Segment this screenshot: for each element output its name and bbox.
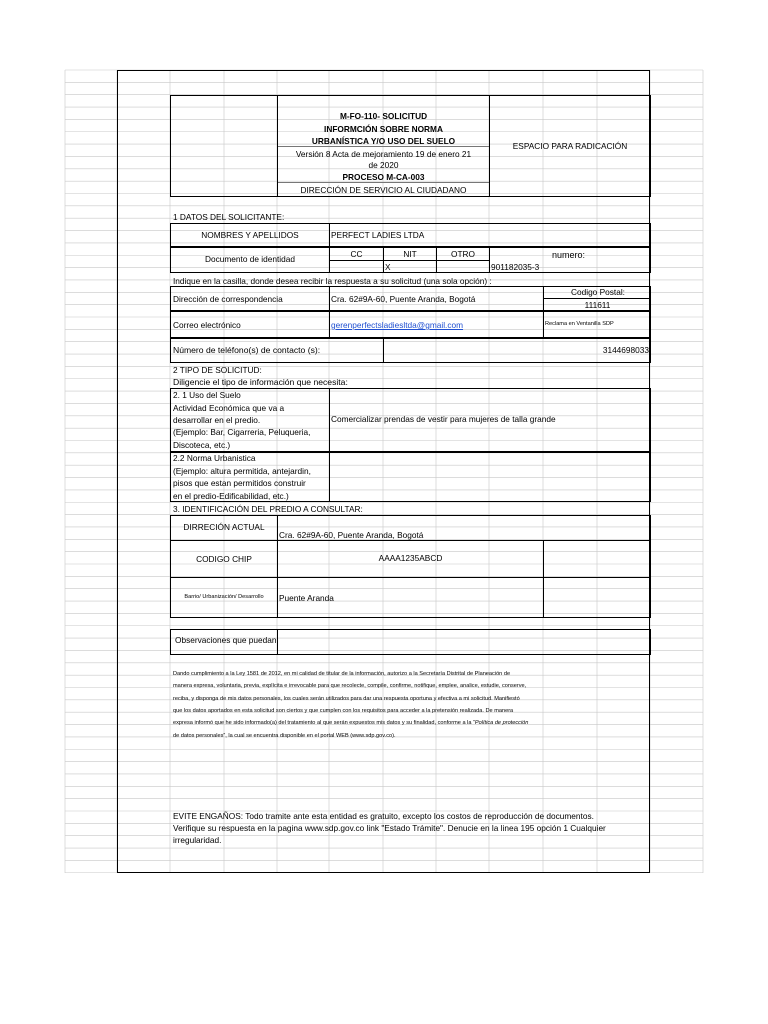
address-value[interactable]: Cra. 62#9A-60, Puente Aranda, Bogotá [331, 294, 476, 304]
doc-label: Documento de identidad [205, 254, 295, 264]
observaciones-label: Observaciones que puedan [175, 635, 277, 645]
uso-line-4: (Ejemplo: Bar, Cigarreria, Peluqueria, [173, 427, 311, 437]
legal-line-4: que los datos aportados en esta solicitud son ciertos y que cumplen con los requisitos para acceder a la pretensión realizada. De manera [173, 708, 514, 714]
phone-label: Número de teléfono(s) de contacto (s): [173, 345, 321, 355]
predio-address-label: DIRRECIÓN ACTUAL [183, 522, 265, 532]
uso-line-2: Actividad Económica que va a [173, 403, 285, 413]
form-title-2: URBANÍSTICA Y/O USO DEL SUELO [311, 136, 456, 146]
legal-line-3: reciba, y disponga de mis datos personales, los cuales serán utilizados para dar una respuesta oportuna y efectiva a mi solicitud. Manifiestó [173, 696, 520, 702]
names-value[interactable]: PERFECT LADIES LTDA [331, 230, 425, 240]
footer-line-2: Verifique su respuesta en la pagina www.sdp.gov.co link "Estado Trámite". Denucie en la linea 195 opción 1 Cualquier [173, 823, 606, 833]
legal-policy-name: Política de protección [474, 720, 529, 726]
section2-instructions: Diligencie el tipo de información que necesita: [173, 377, 348, 387]
section2-title: 2 TIPO DE SOLICITUD: [173, 365, 262, 375]
uso-line-3: desarrollar en el predio. [173, 415, 261, 425]
address-label: Dirección de correspondencia [173, 294, 283, 304]
form-version-date: de 2020 [368, 160, 399, 170]
legal-line-6: de datos personales”, la cual se encuentra disponible en el portal WEB (www.sdp.gov.co). [173, 733, 396, 739]
predio-address-value[interactable]: Cra. 62#9A-60, Puente Aranda, Bogotá [279, 530, 424, 540]
otro-option: OTRO [451, 249, 475, 259]
section1-title: 1 DATOS DEL SOLICITANTE: [173, 212, 285, 222]
legal-line-1: Dando cumplimiento a la Ley 1581 de 2012, en mi calidad de titular de la información, autorizo a la Secretaría Distrital de Planeación de [173, 671, 511, 677]
ventanilla-option: Reclama en Ventanilla SDP [545, 321, 614, 327]
phone-value[interactable]: 3144698033 [602, 345, 649, 355]
numero-label: numero: [552, 250, 586, 260]
form-title-1: INFORMCIÓN SOBRE NORMA [324, 124, 443, 134]
norma-line-3: pisos que estan permitidos construir [173, 478, 306, 488]
section3-title: 3. IDENTIFICACIÓN DEL PREDIO A CONSULTAR: [173, 504, 363, 514]
form-department: DIRECCIÓN DE SERVICIO AL CIUDADANO [300, 185, 467, 195]
postal-code-label: Codigo Postal: [571, 287, 625, 297]
norma-line-2: (Ejemplo: altura permitida, antejardin, [173, 466, 311, 476]
postal-code-value[interactable]: 111611 [584, 300, 611, 310]
nit-checkbox[interactable]: X [385, 262, 391, 272]
uso-suelo-value[interactable]: Comercializar prendas de vestir para mujeres de talla grande [331, 414, 556, 424]
email-label: Correo electrónico [173, 320, 241, 330]
norma-line-1: 2.2 Norma Urbanistica [173, 453, 256, 463]
legal-line-5 [173, 720, 528, 726]
response-instructions: Indique en la casilla, donde desea recibir la respuesta a su solicitud (una sola opción) : [173, 276, 492, 286]
legal-line-2: manera expresa, voluntaria, previa, explícita e irrevocable para que recolecte, compile, confirme, notifique, emplee, analice, estudie, conserve, [173, 683, 527, 689]
norma-line-4: en el predio-Edificabilidad, etc.) [173, 491, 289, 501]
id-number[interactable]: 901182035-3 [491, 262, 540, 272]
uso-line-1: 2. 1 Uso del Suelo [173, 390, 241, 400]
legal-line-5-text: expresa informó que he sido informado(a) del tratamiento al que serán expuestos mis datos y su finalidad, conforme a la “ [173, 720, 475, 726]
form-process: PROCESO M-CA-003 [342, 172, 425, 182]
uso-line-5: Discoteca, etc.) [173, 440, 231, 450]
footer-line-3: irregularidad. [173, 835, 222, 845]
form-code: M-FO-110- SOLICITUD [339, 111, 428, 121]
form-version: Versión 8 Acta de mejoramiento 19 de enero 21 [295, 149, 472, 159]
barrio-label: Barrio/ Urbanización/ Desarrollo [184, 594, 264, 600]
cc-option: CC [350, 249, 363, 259]
radicacion-space: ESPACIO PARA RADICACIÓN [512, 141, 628, 151]
nit-option: NIT [403, 249, 417, 259]
footer-line-1: EVITE ENGAÑOS: Todo tramite ante esta entidad es gratuito, excepto los costos de reproducción de documentos. [173, 811, 594, 821]
chip-label: CODIGO CHIP [196, 554, 252, 564]
names-label: NOMBRES Y APELLIDOS [201, 230, 299, 240]
email-value[interactable]: gerenperfectsladiesltda@gmail.com [331, 320, 464, 330]
barrio-value[interactable]: Puente Aranda [279, 593, 334, 603]
chip-value[interactable]: AAAA1235ABCD [378, 553, 443, 563]
